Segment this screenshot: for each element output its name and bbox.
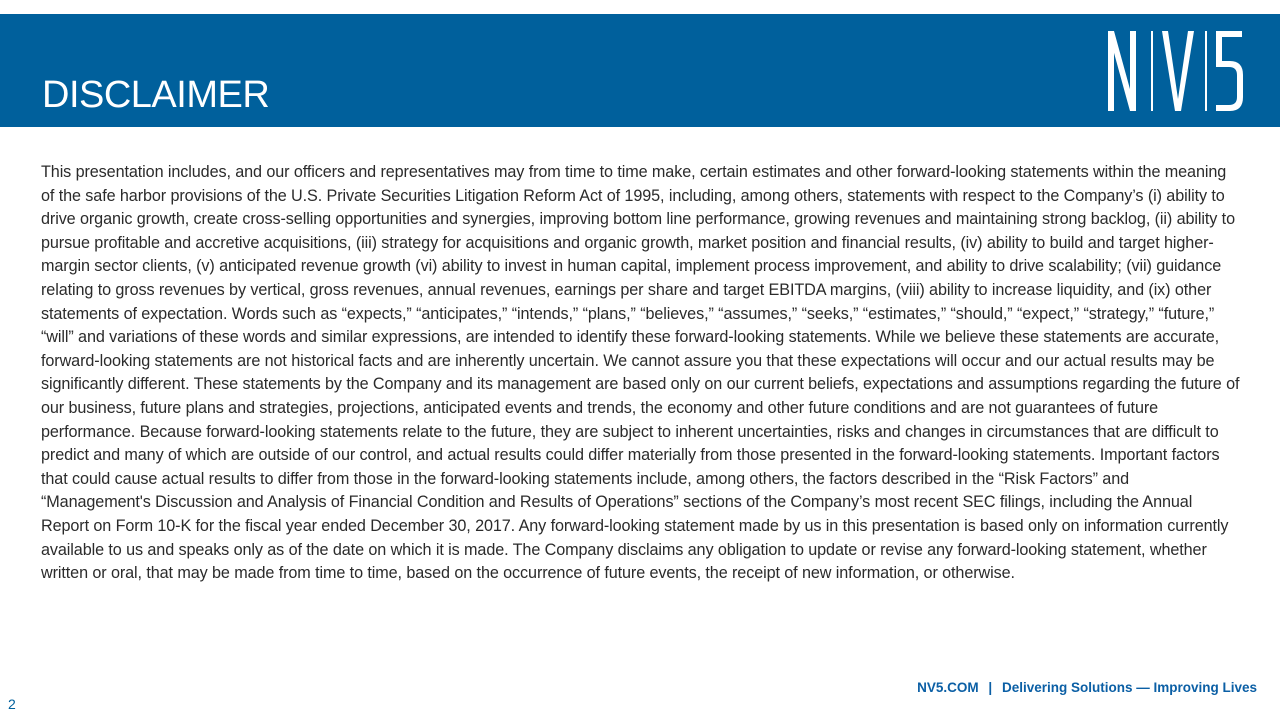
footer-separator: | — [988, 680, 993, 695]
page-number: 2 — [8, 696, 16, 712]
disclaimer-paragraph: This presentation includes, and our officers and representatives may from time to time make, certain estimates and other forward-looking statements within the meaning of the safe harbor provisions of the U.S. Private Securities Litigation Reform Act of 1995, including, among others, statements with respect to the Company’s (i) ability to drive organic growth, create cross-selling opportunities and synergies, improving bottom line performance, growing revenues and maintaining strong backlog, (ii) ability to pursue profitable and accretive acquisitions, (iii) strategy for acquisitions and organic growth, market position and financial results, (iv) ability to build and target higher-margin sector clients, (v) anticipated revenue growth (vi) ability to invest in human capital, implement process improvement, and ability to drive scalability; (vii) guidance relating to gross revenues by vertical, gross revenues, annual revenues, earnings per share and target EBITDA margins, (viii) ability to increase liquidity, and (ix) other statements of expectation. Words such as “expects,” “anticipates,” “intends,” “plans,” “believes,” “assumes,” “seeks,” “estimates,” “should,” “expect,” “strategy,” “future,” “will” and variations of these words and similar expressions, are intended to identify these forward-looking statements. While we believe these statements are accurate, forward-looking statements are not historical facts and are inherently uncertain. We cannot assure you that these expectations will occur and our actual results may be significantly different. These statements by the Company and its management are based only on our current beliefs, expectations and assumptions regarding the future of our business, future plans and strategies, projections, anticipated events and trends, the economy and other future conditions and are not guarantees of future performance. Because forward-looking statements relate to the future, they are subject to inherent uncertainties, risks and changes in circumstances that are difficult to predict and many of which are outside of our control, and actual results could differ materially from those presented in the forward-looking statements. Important factors that could cause actual results to differ from those in the forward-looking statements include, among others, the factors described in the “Risk Factors” and “Management's Discussion and Analysis of Financial Condition and Results of Operations” sections of the Company’s most recent SEC filings, including the Annual Report on Form 10-K for the fiscal year ended December 30, 2017. Any forward-looking statement made by us in this presentation is based only on information currently available to us and speaks only as of the date on which it is made. The Company disclaims any obligation to update or revise any forward-looking statement, whether written or oral, that may be made from time to time, based on the occurrence of future events, the receipt of new information, or otherwise. — [41, 163, 1240, 583]
nv5-logo — [1104, 27, 1248, 115]
footer — [917, 680, 1257, 695]
footer-site-link[interactable]: NV5.COM — [917, 680, 979, 695]
page-title: DISCLAIMER — [42, 74, 270, 116]
footer-tagline: Delivering Solutions — Improving Lives — [1001, 680, 1257, 695]
